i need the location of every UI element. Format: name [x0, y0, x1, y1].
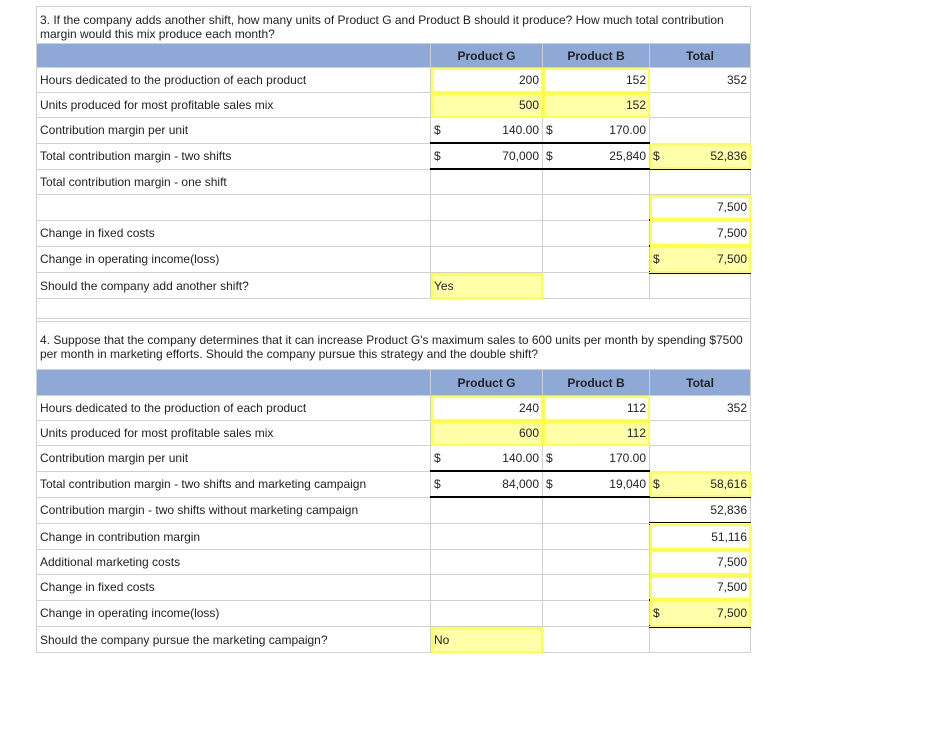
header-blank: [37, 370, 431, 396]
empty-cell: [543, 195, 650, 221]
hours-g-input[interactable]: 240: [431, 396, 543, 421]
table-row: [37, 421, 751, 446]
currency-symbol: $: [653, 148, 660, 163]
cm-without-campaign: 52,836: [650, 497, 751, 524]
empty-cell: [431, 497, 543, 524]
header-total: Total: [650, 44, 751, 68]
empty-cell: [431, 169, 543, 195]
value: 25,840: [609, 149, 646, 163]
table-row: [37, 220, 751, 246]
table-row: [37, 273, 751, 299]
value: 7,500: [717, 606, 748, 620]
table-row: [37, 575, 751, 601]
table-row: [37, 195, 751, 221]
row-label: Hours dedicated to the production of each product: [37, 68, 431, 93]
row-label: Should the company add another shift?: [37, 273, 431, 299]
table-row: [37, 68, 751, 93]
table-row: [37, 143, 751, 169]
cm-unit-g: [431, 118, 543, 144]
hours-g-input[interactable]: 200: [431, 68, 543, 93]
marketing-answer-input[interactable]: No: [431, 627, 543, 653]
row-label: Change in fixed costs: [37, 220, 431, 246]
empty-cell: [650, 273, 751, 299]
tcm-total-input[interactable]: [650, 143, 751, 169]
add-shift-answer-input[interactable]: Yes: [431, 273, 543, 299]
empty-cell: [431, 246, 543, 273]
value: 140.00: [502, 123, 539, 137]
empty-cell: [543, 627, 650, 653]
currency-symbol: $: [434, 477, 441, 491]
currency-symbol: $: [434, 451, 441, 465]
question-4-text: 4. Suppose that the company determines that it can increase Product G's maximum sales to 600 units per month by spending $7500 per month in marketing efforts. Should the company pursue this strategy and the double shift?: [37, 319, 751, 370]
row-label: Additional marketing costs: [37, 550, 431, 575]
empty-cell: [650, 93, 751, 118]
value: 170.00: [609, 451, 646, 465]
row-label: Change in fixed costs: [37, 575, 431, 601]
currency-symbol: $: [546, 477, 553, 491]
hours-b-input[interactable]: 152: [543, 68, 650, 93]
fixed-costs-input[interactable]: 7,500: [650, 575, 751, 601]
row-label: Should the company pursue the marketing campaign?: [37, 627, 431, 653]
row-label: Contribution margin per unit: [37, 446, 431, 472]
row-label: Change in operating income(loss): [37, 600, 431, 627]
row-label: Total contribution margin - one shift: [37, 169, 431, 195]
empty-cell: [543, 273, 650, 299]
row-label: Total contribution margin - two shifts: [37, 143, 431, 169]
hours-b-input[interactable]: 112: [543, 396, 650, 421]
currency-symbol: $: [653, 606, 660, 620]
table-row: [37, 627, 751, 653]
operating-income-input[interactable]: [650, 600, 751, 627]
empty-cell: [431, 220, 543, 246]
row-label: Contribution margin per unit: [37, 118, 431, 144]
cm-unit-g: [431, 446, 543, 472]
currency-symbol: $: [434, 123, 441, 137]
empty-cell: [543, 169, 650, 195]
header-product-b: Product B: [543, 370, 650, 396]
table-row: [37, 446, 751, 472]
units-b-input[interactable]: 152: [543, 93, 650, 118]
currency-symbol: $: [546, 451, 553, 465]
value: 84,000: [502, 477, 539, 491]
currency-symbol: $: [653, 252, 660, 266]
tcm-g: [431, 143, 543, 169]
fixed-costs-input[interactable]: 7,500: [650, 220, 751, 246]
header-blank: [37, 44, 431, 68]
currency-symbol: $: [434, 149, 441, 163]
units-g-input[interactable]: 500: [431, 93, 543, 118]
table-row: [37, 497, 751, 524]
value: 7,500: [717, 252, 748, 266]
table-row: [37, 93, 751, 118]
row-label: Units produced for most profitable sales mix: [37, 421, 431, 446]
value: 170.00: [609, 123, 646, 137]
marketing-costs-input[interactable]: 7,500: [650, 550, 751, 575]
empty-cell: [543, 246, 650, 273]
header-product-b: Product B: [543, 44, 650, 68]
tcm-g: [431, 471, 543, 497]
empty-cell: [431, 600, 543, 627]
header-product-g: Product G: [431, 370, 543, 396]
empty-cell: [543, 220, 650, 246]
units-g-input[interactable]: 600: [431, 421, 543, 446]
empty-cell: [543, 524, 650, 550]
empty-cell: [431, 575, 543, 601]
header-total: Total: [650, 370, 751, 396]
value-input[interactable]: 7,500: [650, 195, 751, 221]
question-3-table: [36, 6, 751, 322]
table-row: [37, 524, 751, 550]
table-row: [37, 118, 751, 144]
empty-cell: [543, 575, 650, 601]
question-4-table: [36, 318, 751, 653]
tcm-total-input[interactable]: [650, 471, 751, 497]
empty-cell: [543, 600, 650, 627]
table-row: [37, 396, 751, 421]
value: 58,616: [710, 476, 748, 491]
value: 19,040: [609, 477, 646, 491]
change-cm-input[interactable]: 51,116: [650, 524, 751, 550]
row-label: Change in operating income(loss): [37, 246, 431, 273]
question-3-text: 3. If the company adds another shift, how many units of Product G and Product B should it produce? How much total contribution margin would this mix produce each month?: [37, 7, 751, 44]
row-label: Units produced for most profitable sales mix: [37, 93, 431, 118]
row-label: Total contribution margin - two shifts and marketing campaign: [37, 471, 431, 497]
value: 70,000: [502, 149, 539, 163]
hours-total: 352: [650, 68, 751, 93]
empty-cell: [650, 118, 751, 144]
table-row: [37, 600, 751, 627]
empty-cell: [543, 550, 650, 575]
empty-cell: [431, 550, 543, 575]
header-product-g: Product G: [431, 44, 543, 68]
empty-cell: [543, 497, 650, 524]
operating-income-input[interactable]: [650, 246, 751, 273]
table-row: [37, 471, 751, 497]
empty-cell: [650, 446, 751, 472]
tcm-b: [543, 471, 650, 497]
empty-cell: [431, 195, 543, 221]
empty-cell: [650, 169, 751, 195]
currency-symbol: $: [546, 149, 553, 163]
table-row: [37, 169, 751, 195]
table-row: [37, 550, 751, 575]
row-label: [37, 195, 431, 221]
table-row: [37, 246, 751, 273]
currency-symbol: $: [546, 123, 553, 137]
units-b-input[interactable]: 112: [543, 421, 650, 446]
tcm-b: [543, 143, 650, 169]
row-label: Change in contribution margin: [37, 524, 431, 550]
row-label: Contribution margin - two shifts without marketing campaign: [37, 497, 431, 524]
empty-cell: [650, 627, 751, 653]
empty-cell: [431, 524, 543, 550]
cm-unit-b: [543, 118, 650, 144]
cm-unit-b: [543, 446, 650, 472]
row-label: Hours dedicated to the production of each product: [37, 396, 431, 421]
value: 140.00: [502, 451, 539, 465]
currency-symbol: $: [653, 476, 660, 491]
hours-total: 352: [650, 396, 751, 421]
empty-cell: [650, 421, 751, 446]
value: 52,836: [710, 148, 748, 163]
